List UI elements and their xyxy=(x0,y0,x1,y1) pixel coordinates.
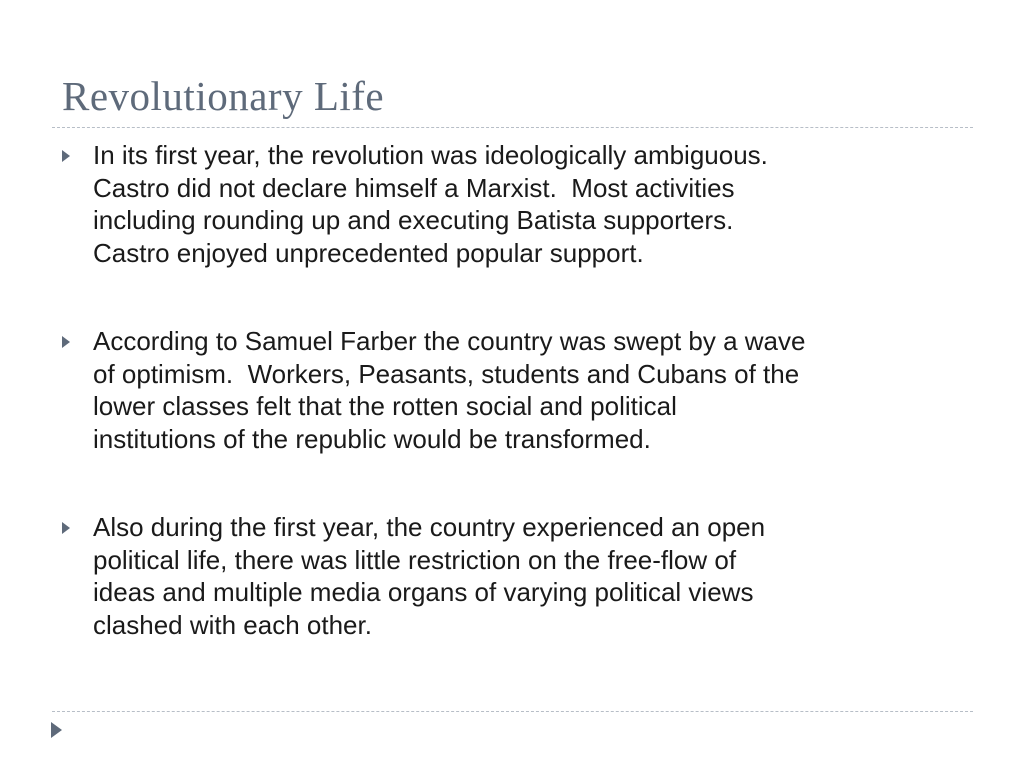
footer-triangle-icon xyxy=(51,722,62,738)
title-divider xyxy=(52,127,973,128)
bullet-item xyxy=(62,325,962,455)
bullet-item xyxy=(62,139,962,269)
bullet-text: According to Samuel Farber the country was swept by a wave of optimism. Workers, Peasants, students and Cubans of the lower classes felt that the rotten social and political institutions of the republic would be transformed. xyxy=(93,326,806,454)
bullet-item xyxy=(62,511,962,641)
triangle-right-icon xyxy=(62,336,70,348)
triangle-right-icon xyxy=(62,522,70,534)
footer-divider xyxy=(52,711,973,712)
slide-title: Revolutionary Life xyxy=(62,73,385,119)
bullet-list xyxy=(62,139,962,697)
bullet-text: In its first year, the revolution was ideologically ambiguous. Castro did not declare himself a Marxist. Most activities including rounding up and executing Batista supporters. Castro enjoyed unprecedented popular support. xyxy=(93,140,768,268)
triangle-right-icon xyxy=(62,150,70,162)
bullet-text: Also during the first year, the country experienced an open political life, there was little restriction on the free-flow of ideas and multiple media organs of varying political views clashed with each other. xyxy=(93,512,766,640)
